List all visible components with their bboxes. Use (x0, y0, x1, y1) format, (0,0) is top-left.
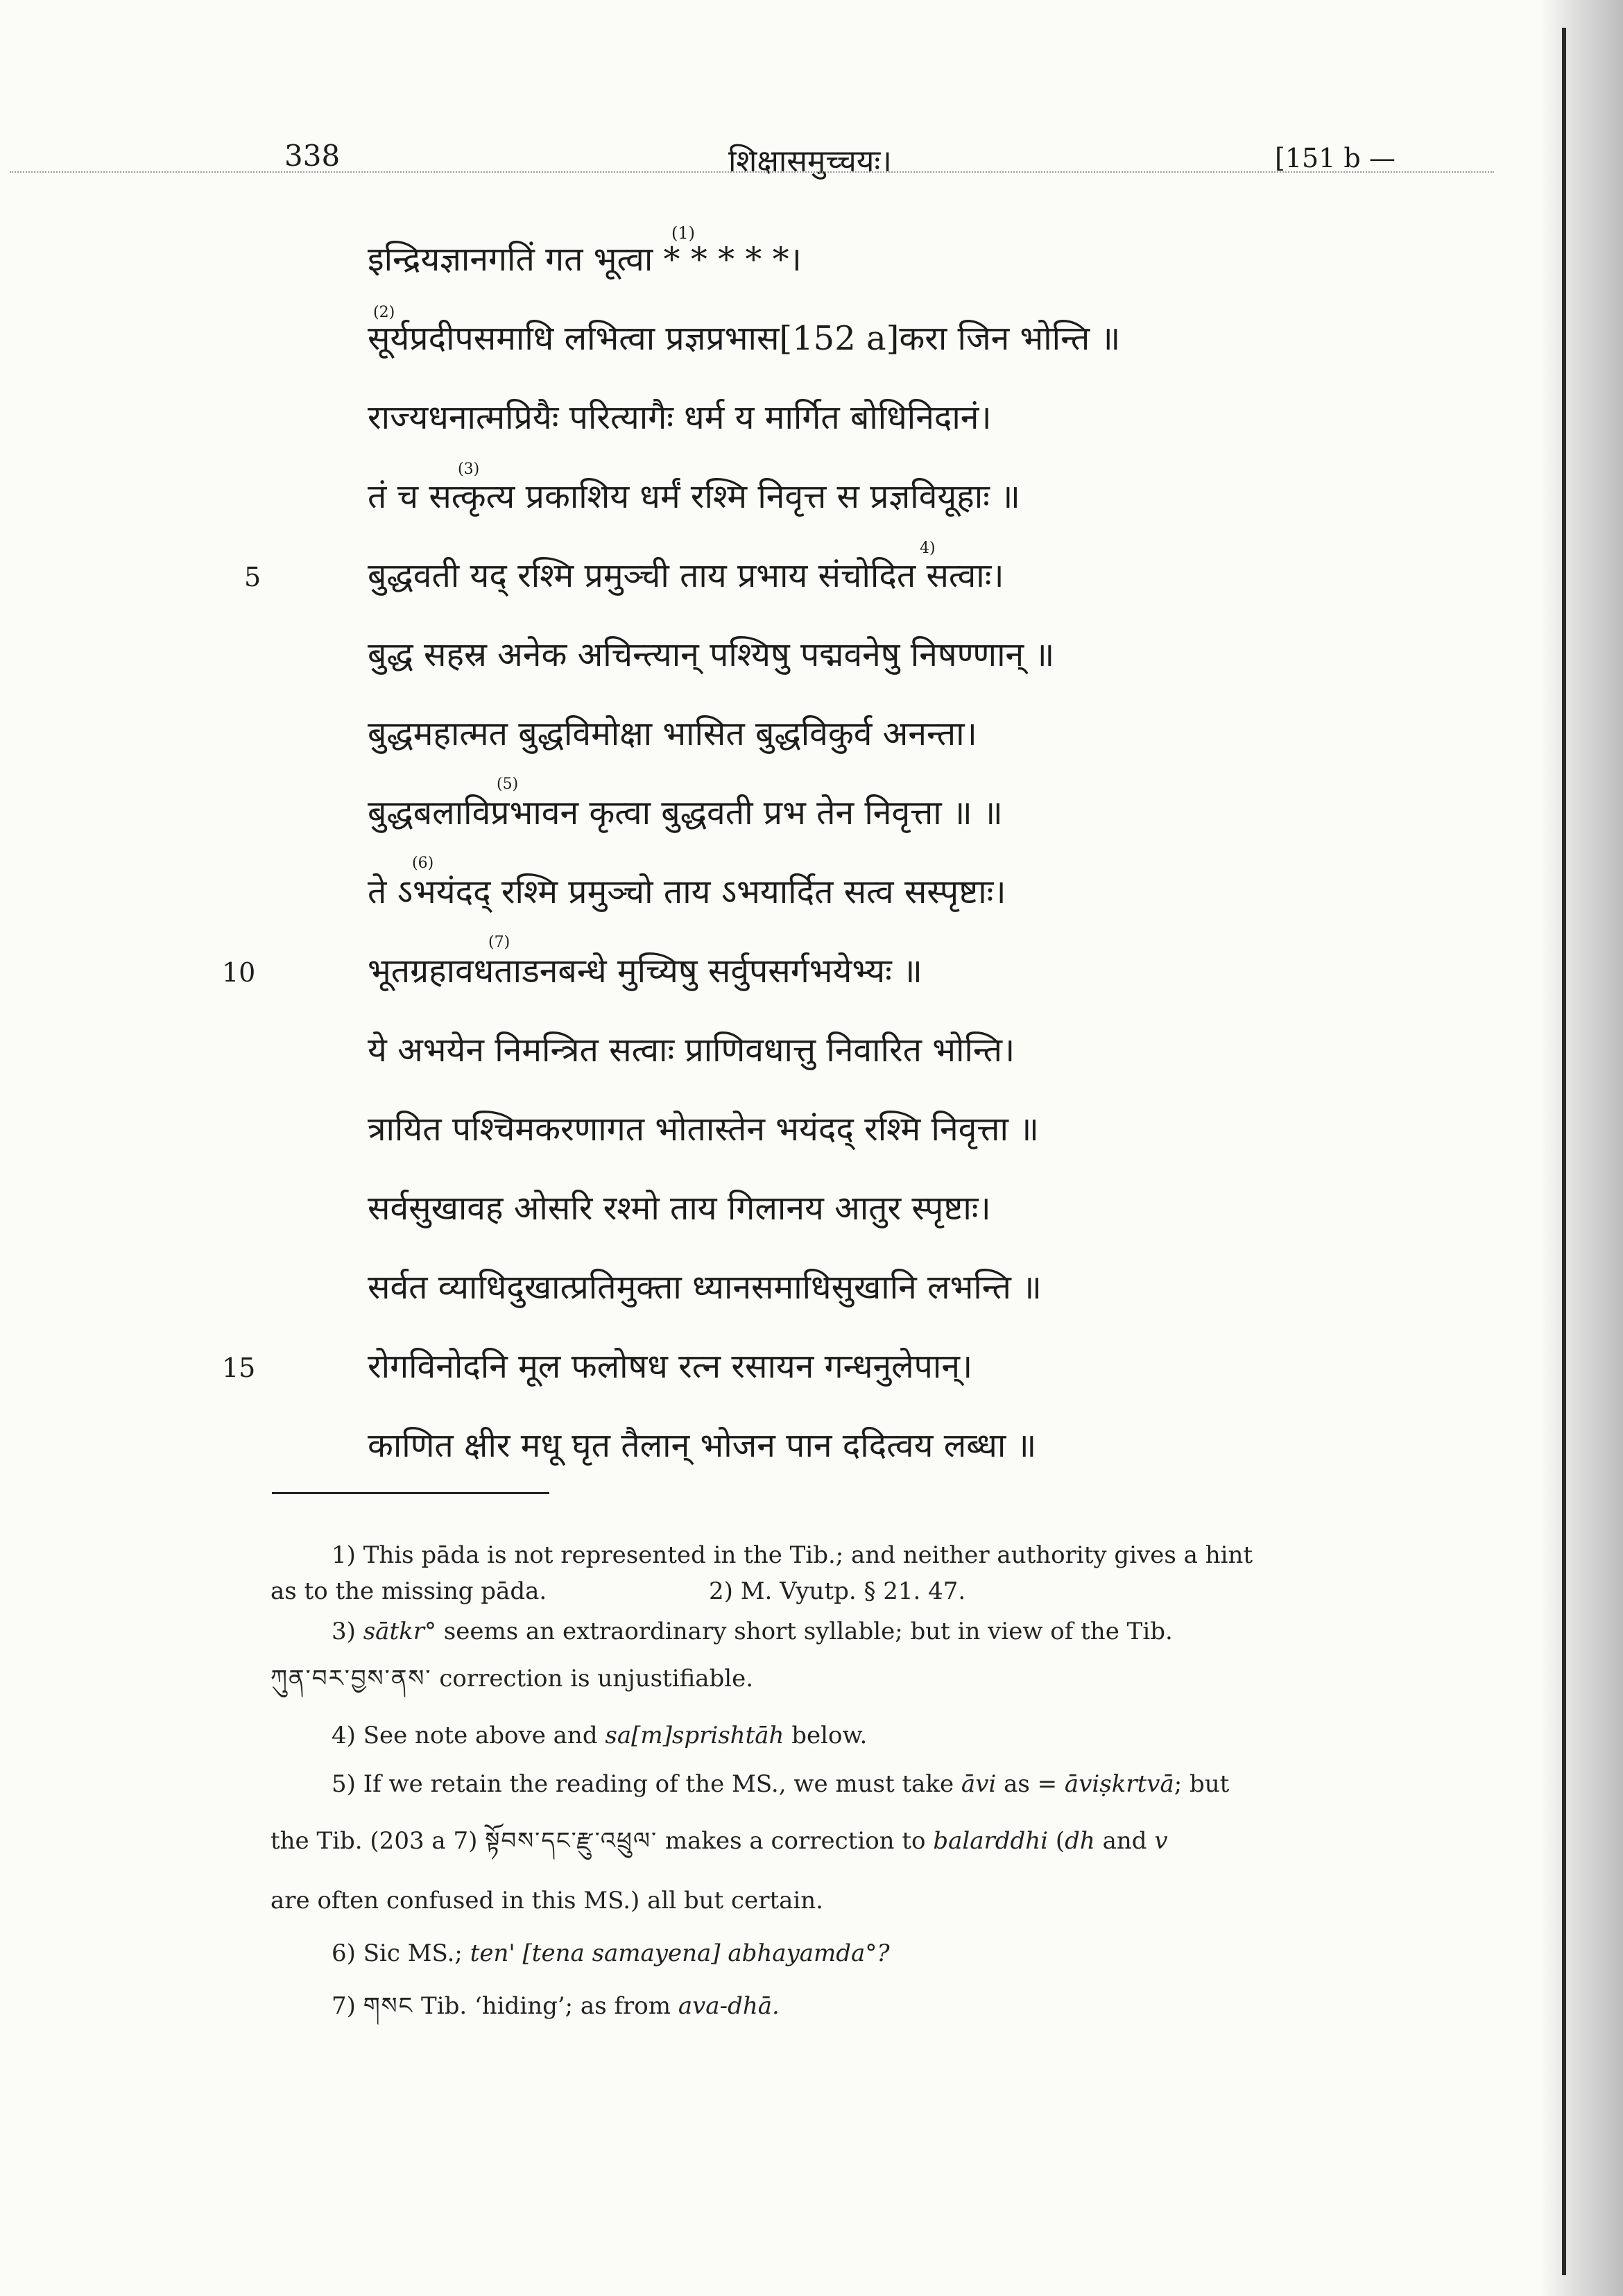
footnote-separator (272, 1492, 549, 1494)
verse-line: ते ऽभयंदद् रश्मि प्रमुञ्चो ताय ऽभयार्दित सत्व सस्पृष्टाः। (368, 873, 1006, 911)
tibetan-phrase: སྟོབས་དང་རྫུ་འཕྲུལ་ (485, 1827, 658, 1855)
footnote-4-text-end: below. (791, 1722, 868, 1749)
footnote-marker: (2) (373, 304, 395, 321)
footnote-1-cont: as to the missing pāda. (270, 1577, 547, 1605)
footnote-3-text-cont: correction is unjustifiable. (439, 1665, 754, 1693)
footnote-3-text: seems an extraordinary short syllable; but in view of the Tib. (443, 1618, 1173, 1645)
footnote-7-num: 7) (332, 1992, 356, 2020)
footnote-4 (332, 1719, 1455, 1753)
footnote-5-cont (270, 1824, 1394, 1858)
verse-line: तं च सत्कृत्य प्रकाशिय धर्मं रश्मि निवृत्त स प्रज्ञवियूहाः ॥ (368, 477, 1020, 516)
verse-line: सर्वसुखावह ओसरि रश्मो ताय गिलानय आतुर स्पृष्टाः। (368, 1189, 991, 1228)
footnote-4-text: 4) See note above and (332, 1722, 598, 1749)
tibetan-phrase: གསང (363, 1992, 414, 2020)
header-rule (10, 171, 1494, 173)
footnote-5-text: the Tib. (203 a 7) (270, 1827, 478, 1855)
footnote-3-term: sātkr° (363, 1618, 436, 1645)
footnote-6-text: 6) Sic MS.; (332, 1939, 463, 1967)
footnote-marker: (5) (497, 776, 519, 793)
verse-line: भूतग्रहावधताडनबन्धे मुच्यिषु सर्वुपसर्गभयेभ्यः ॥ (368, 952, 922, 991)
footnote-5-term: āvi (961, 1770, 997, 1798)
verse-line: सूर्यप्रदीपसमाधि लभित्वा प्रज्ञप्रभास[152 a]करा जिन भोन्ति ॥ (368, 319, 1121, 358)
footnote-5-term: āviṣkrtvā (1064, 1770, 1174, 1798)
verse-line: रोगविनोदनि मूल फलोषध रत्न रसायन गन्धनुलेपान्। (368, 1347, 973, 1386)
footnote-marker: (6) (412, 855, 434, 872)
footnote-5-cont: are often confused in this MS.) all but certain. (270, 1887, 823, 1914)
page-header (0, 139, 1540, 194)
verse-line: बुद्धवती यद् रश्मि प्रमुञ्ची ताय प्रभाय संचोदित सत्वाः। (368, 556, 1004, 595)
footnote-5-text: ; but (1174, 1770, 1230, 1798)
footnote-marker: 4) (920, 540, 936, 557)
footnote-3-cont (270, 1662, 1394, 1696)
line-number: 15 (222, 1353, 256, 1383)
page-number: 338 (284, 139, 341, 173)
line-number: 5 (244, 562, 261, 592)
tibetan-phrase: ཀུན་བར་བྱས་ནས་ (270, 1665, 432, 1693)
verse-line: काणित क्षीर मधू घृत तैलान् भोजन पान ददित्वय लब्धा ॥ (368, 1426, 1037, 1465)
footnote-5-term: dh (1065, 1827, 1095, 1855)
footnote-5-term: v (1154, 1827, 1168, 1855)
footnote-1: 1) This pāda is not represented in the Tib.; and neither authority gives a hint (332, 1541, 1253, 1569)
verse-line: ये अभयेन निमन्त्रित सत्वाः प्राणिवधात्तु निवारित भोन्ति। (368, 1031, 1015, 1070)
verse-line: बुद्धबलाविप्रभावन कृत्वा बुद्धवती प्रभ तेन निवृत्ता ॥ ॥ (368, 794, 1003, 832)
footnote-5-term: balarddhi (933, 1827, 1049, 1855)
footnote-marker: (1) (671, 223, 695, 243)
verse-line: बुद्ध सहस्र अनेक अचिन्त्यान् पश्यिषु पद्मवनेषु निषण्णान् ॥ (368, 635, 1055, 674)
footnote-5-text: 5) If we retain the reading of the MS., we must take (332, 1770, 954, 1798)
footnote-6-term: ten' [tena samayena] abhayamda°? (470, 1939, 890, 1967)
footnote-2: 2) M. Vyutp. § 21. 47. (709, 1577, 966, 1605)
footnote-6 (332, 1937, 1455, 1971)
footnote-5 (332, 1767, 1455, 1801)
verse-line: इन्द्रियज्ञानगतिं गत भूत्वा * * * * *। (368, 240, 802, 279)
running-title: शिक्षासमुच्चयः। (728, 144, 892, 179)
footnote-7 (332, 1989, 1455, 2023)
footnote-4-term: sa[m]sprishtāh (605, 1722, 784, 1749)
footnote-marker: (7) (488, 934, 510, 951)
footnote-marker: (3) (458, 461, 480, 478)
footnote-5-text: and (1102, 1827, 1147, 1855)
footnote-5-text: ( (1055, 1827, 1065, 1855)
verse-line: त्रायित पश्चिमकरणागत भोतास्तेन भयंदद् रश्मि निवृत्ता ॥ (368, 1110, 1039, 1149)
line-number: 10 (222, 957, 256, 988)
verse-line: सर्वत व्याधिदुखात्प्रतिमुक्ता ध्यानसमाधिसुखानि लभन्ति ॥ (368, 1268, 1042, 1307)
verse-line: बुद्धमहात्मत बुद्धविमोक्षा भासित बुद्धविकुर्व अनन्ता। (368, 714, 977, 753)
footnote-3 (332, 1615, 1455, 1649)
footnote-7-text: Tib. ‘hiding’; as from (421, 1992, 671, 2020)
footnote-7-term: ava-dhā. (678, 1992, 780, 2020)
footnote-5-text: makes a correction to (664, 1827, 926, 1855)
footnote-3-num: 3) (332, 1618, 356, 1645)
verse-line: राज्यधनात्मप्रियैः परित्यागैः धर्म य मार्गित बोधिनिदानं। (368, 398, 992, 437)
footnote-5-text: as = (1004, 1770, 1058, 1798)
page-edge-shadow (1540, 0, 1623, 2296)
folio-reference: [151 b — (1275, 143, 1396, 173)
binding-edge-line (1562, 28, 1566, 2275)
